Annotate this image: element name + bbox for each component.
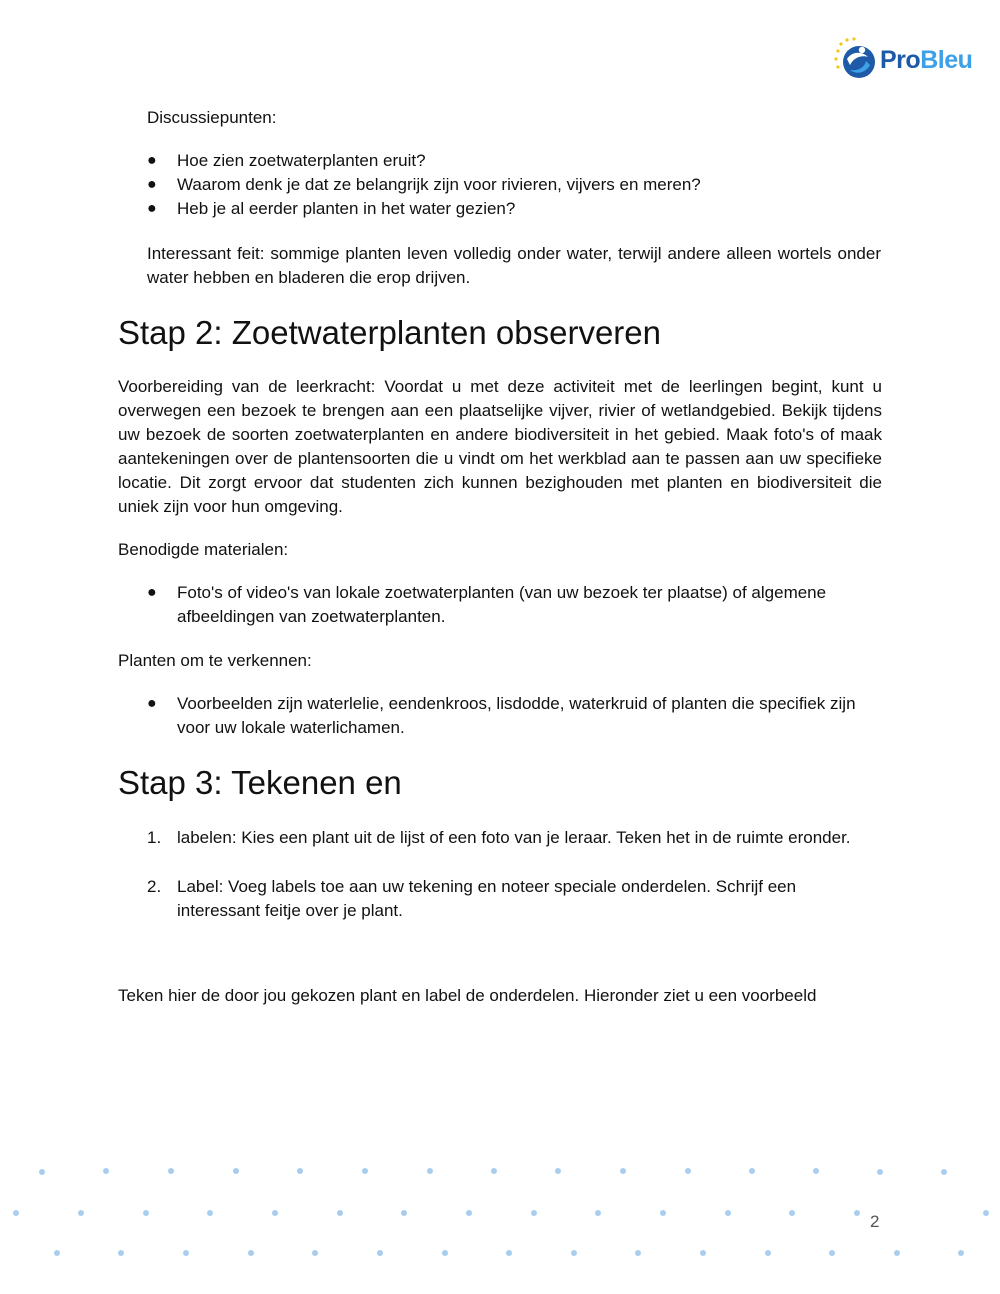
- teacher-preparation: Voorbereiding van de leerkracht: Voordat u met deze activiteit met de leerlingen begint, kunt u overwegen een bezoek te brengen aan een plaatselijke vijver, rivier of wetlandgebied. Bekijk tijdens uw bezoek de soorten zoetwaterplanten en andere biodiversiteit in het gebied. Maak foto's of maak aantekeningen over de plantensoorten die u vindt om het werkblad aan te passen aan uw specifieke locatie. Dit zorgt ervoor dat studenten zich kunnen bezighouden met planten en biodiversiteit die uniek zijn voor hun omgeving.: [118, 377, 882, 516]
- decorative-dots: [0, 1150, 1000, 1270]
- discussion-item: Waarom denk je dat ze belangrijk zijn voor rivieren, vijvers en meren?: [177, 175, 701, 194]
- probleu-logo-icon: [832, 37, 878, 83]
- discussion-item: Hoe zien zoetwaterplanten eruit?: [177, 151, 426, 170]
- bullet-icon: ●: [147, 152, 157, 169]
- bullet-icon: ●: [147, 695, 157, 712]
- plants-item: Voorbeelden zijn waterlelie, eendenkroos, lisdodde, waterkruid of planten die specifiek zijn voor uw lokale waterlichamen.: [177, 694, 856, 737]
- plants-heading: Planten om te verkennen:: [118, 651, 312, 670]
- step-text: labelen: Kies een plant uit de lijst of een foto van je leraar. Teken het in de ruimte eronder.: [177, 828, 851, 847]
- bullet-icon: ●: [147, 200, 157, 217]
- probleu-wordmark: ProBleu: [880, 45, 973, 74]
- discussion-heading: Discussiepunten:: [147, 108, 277, 127]
- materials-heading: Benodigde materialen:: [118, 540, 289, 559]
- step-number: 1.: [147, 828, 162, 847]
- probleu-logo: [832, 38, 982, 82]
- page-number: 2: [870, 1212, 880, 1231]
- materials-item: Foto's of video's van lokale zoetwaterplanten (van uw bezoek ter plaatse) of algemene afbeeldingen van zoetwaterplanten.: [177, 583, 827, 626]
- bullet-icon: ●: [147, 176, 157, 193]
- step-text: Label: Voeg labels toe aan uw tekening en noteer speciale onderdelen. Schrijf een interessant feitje over je plant.: [177, 877, 797, 920]
- drawing-instruction: Teken hier de door jou gekozen plant en label de onderdelen. Hieronder ziet u een voorbeeld: [118, 986, 817, 1005]
- step-number: 2.: [147, 877, 162, 896]
- step3-title: Stap 3: Tekenen en: [118, 764, 402, 801]
- interesting-fact: Interessant feit: sommige planten leven volledig onder water, terwijl andere alleen wortels onder water hebben en bladeren die erop drijven.: [147, 244, 881, 287]
- discussion-item: Heb je al eerder planten in het water gezien?: [177, 199, 516, 218]
- step2-title: Stap 2: Zoetwaterplanten observeren: [118, 314, 662, 351]
- bullet-icon: ●: [147, 584, 157, 601]
